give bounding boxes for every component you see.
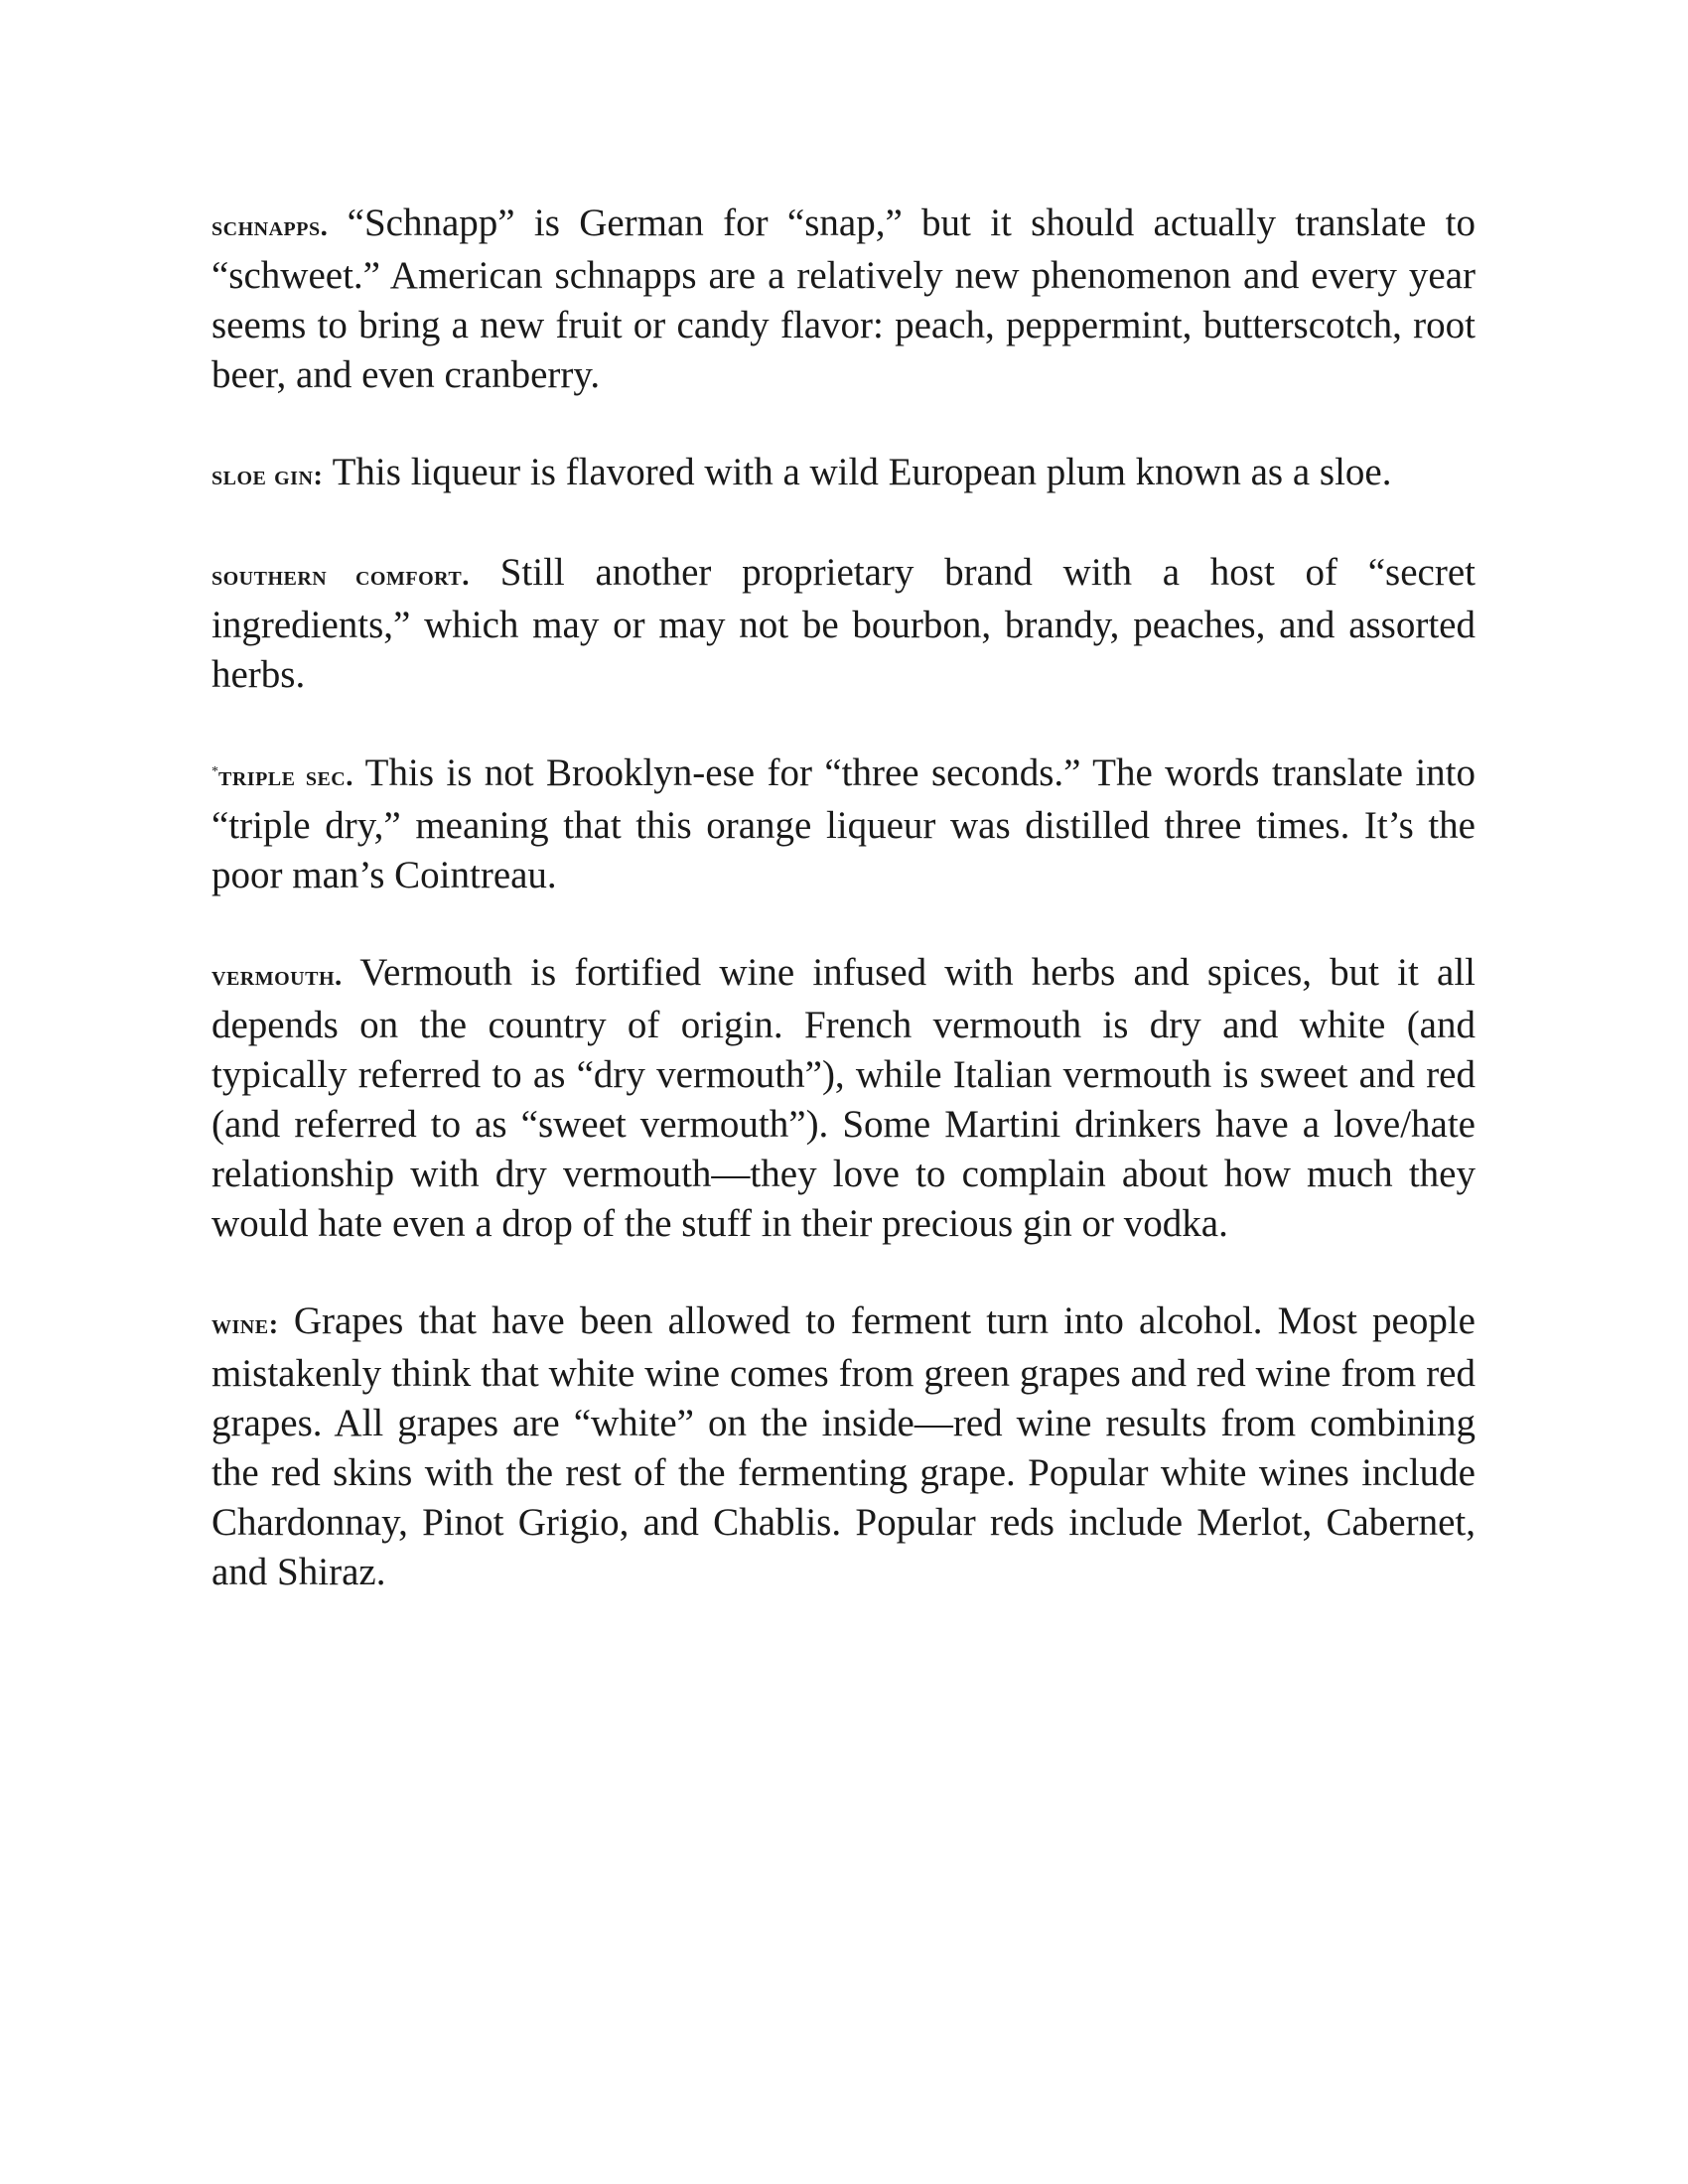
glossary-term: vermouth. <box>211 960 343 992</box>
glossary-entry-sloe-gin <box>211 448 1476 500</box>
glossary-definition: This liqueur is flavored with a wild European plum known as a sloe. <box>323 451 1392 493</box>
glossary-term: schnapps. <box>211 210 329 242</box>
glossary-term: sloe gin: <box>211 460 324 491</box>
glossary-definition: Still another proprietary brand with a host of “secret ingredients,” which may or may not be bourbon, brandy, peaches, and assorted herbs. <box>211 551 1476 696</box>
glossary-entry-schnapps <box>211 199 1476 400</box>
glossary-term: wine: <box>211 1308 279 1340</box>
glossary-definition: Vermouth is fortified wine infused with herbs and spices, but it all depends on the country of origin. French vermouth is dry and white (and typically referred to as “dry vermouth”), while Italian vermouth is sweet and red (and referred to as “sweet vermouth”). Some Martini drinkers have a love/hate relationship with dry vermouth—they love to complain about how much they would hate even a drop of the stuff in their precious gin or vodka. <box>211 951 1476 1245</box>
glossary-entry-southern-comfort <box>211 548 1476 700</box>
glossary-entry-wine <box>211 1297 1476 1597</box>
glossary-term: triple sec. <box>218 760 353 792</box>
footnote-marker: * <box>211 764 218 779</box>
glossary-entry-vermouth <box>211 948 1476 1249</box>
glossary-definition: Grapes that have been allowed to ferment turn into alcohol. Most people mistakenly think that white wine comes from green grapes and red wine from red grapes. All grapes are “white” on the inside—red wine results from combining the red skins with the rest of the fermenting grape. Popular white wines include Chardonnay, Pinot Grigio, and Chablis. Popular reds include Merlot, Cabernet, and Shiraz. <box>211 1299 1476 1593</box>
glossary-page <box>211 199 1476 1645</box>
glossary-definition: This is not Brooklyn-ese for “three seconds.” The words translate into “triple dry,” meaning that this orange liqueur was distilled three times. It’s the poor man’s Cointreau. <box>211 751 1477 896</box>
glossary-term: southern comfort. <box>211 560 470 592</box>
glossary-definition: “Schnapp” is German for “snap,” but it should actually translate to “schweet.” American schnapps are a relatively new phenomenon and every year seems to bring a new fruit or candy flavor: peach, peppermint, butterscotch, root beer, and even cranberry. <box>211 202 1476 396</box>
glossary-entry-triple-sec <box>211 748 1476 900</box>
